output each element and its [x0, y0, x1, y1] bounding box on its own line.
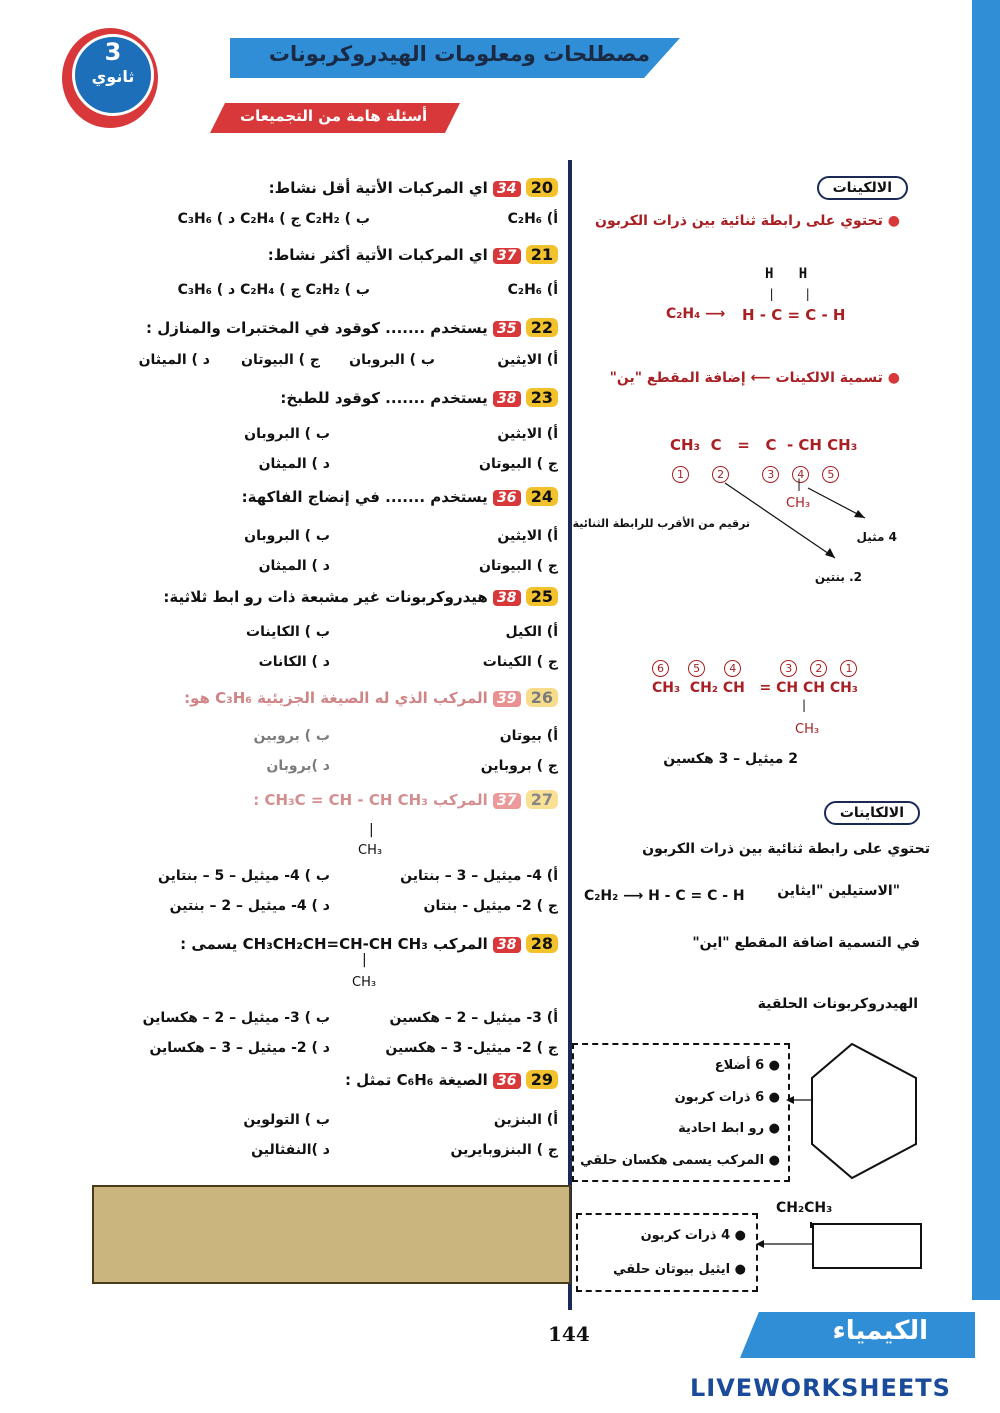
cyclic-title: الهيدروكربونات الحلقية [757, 996, 918, 1012]
option[interactable]: أ) الكيل [505, 624, 558, 640]
option[interactable]: أ) C₂H₆ [507, 211, 558, 227]
question-number: 28 [526, 934, 558, 953]
butane-fact: ● ايثيل بيوتان حلقي [613, 1262, 746, 1277]
option[interactable]: ب ) بروبين [253, 728, 330, 744]
question-text: اي المركبات الأتية أكثر نشاط: [267, 246, 488, 264]
carbon-number: 5 [688, 660, 705, 677]
option[interactable]: أ) C₂H₆ [507, 282, 558, 298]
example1-pentene: 2. بنتين [814, 570, 862, 584]
ethene-bonds: | | [768, 287, 812, 301]
hexane-fact-text: رو ابط احادية [678, 1121, 765, 1136]
question-text: المركب الذي له الصيغة الجزيئية C₃H₆ هو: [184, 689, 488, 707]
question-28 [180, 934, 558, 953]
carbon-number: 6 [652, 660, 669, 677]
question-25 [163, 587, 558, 606]
butane-fact: ● 4 ذرات كربون [640, 1228, 746, 1243]
example1-bar: | [797, 477, 802, 491]
answer-box[interactable] [92, 1185, 571, 1284]
numbering-note: ترقيم من الأقرب للرابطة الثنائية [572, 517, 750, 530]
arrow-head [854, 510, 865, 518]
arrow-head [786, 1096, 794, 1104]
option[interactable]: ب ) C₂H₂ ج ) C₂H₄ د ) C₃H₆ [177, 211, 370, 227]
option[interactable]: ج ) بروباين [480, 758, 558, 774]
option[interactable]: ج ) البيوتان [479, 456, 558, 472]
question-number: 22 [526, 318, 558, 337]
cyclobutane-arrow [756, 1238, 812, 1250]
grade-label: ثانوي [91, 67, 135, 86]
option[interactable]: د ) الميثان [258, 558, 330, 574]
question-24 [242, 487, 558, 506]
hexane-fact: ● 6 أضلاع [714, 1058, 780, 1073]
page-number: 144 [548, 1322, 590, 1346]
grade-badge-inner [72, 34, 154, 116]
question-number: 26 [526, 688, 558, 707]
question-23 [280, 388, 558, 407]
hexane-fact-text: 6 ذرات كربون [674, 1090, 765, 1105]
carbon-number: 3 [762, 466, 779, 483]
option[interactable]: أ) الايثين [497, 528, 558, 544]
option[interactable]: د )بروبان [266, 758, 330, 774]
question-20 [269, 178, 558, 197]
ethene-hydrogens: H H [765, 266, 808, 282]
option[interactable]: أ) الايثين [497, 426, 558, 442]
acetylene-label: "الاستيلين "ايثاين [777, 883, 900, 899]
alkenes-title: الالكينات [817, 176, 908, 200]
option[interactable]: ب ) البروبان [244, 528, 330, 544]
question-21 [268, 245, 558, 264]
option[interactable]: ب ) البروبان [349, 352, 435, 368]
branch-ch3: CH₃ [352, 975, 377, 990]
option[interactable]: ب ) التولوين [243, 1112, 330, 1128]
grade-number: 3 [104, 38, 122, 66]
option[interactable]: أ) الايثين [497, 352, 558, 368]
subject-label: الكيمياء [832, 1316, 928, 1346]
question-number: 29 [526, 1070, 558, 1089]
hexagon [812, 1044, 916, 1178]
option[interactable]: ب ) 3- ميثيل – 2 – هكساين [142, 1010, 330, 1026]
question-22 [146, 318, 558, 337]
option[interactable]: د ) الميثان [138, 352, 210, 368]
butane-substituent: CH₂CH₃ [776, 1200, 833, 1216]
question-text: الصيغة C₆H₆ تمثل : [344, 1071, 488, 1089]
example1-methyl: 4 مثيل [856, 530, 897, 544]
carbon-number: 1 [840, 660, 857, 677]
hexane-fact-text: 6 أضلاع [714, 1058, 765, 1073]
option[interactable]: ج ) البيوتان [241, 352, 320, 368]
example2-name: 2 ميثيل – 3 هكسين [663, 751, 798, 767]
question-text: يستخدم ....... كوقود في المختبرات والمنازل : [146, 319, 488, 337]
carbon-number: 4 [724, 660, 741, 677]
arrow-head [825, 548, 835, 558]
question-text: المركب CH₃CH₂CH=CH-CH CH₃ يسمى : [180, 935, 488, 953]
example2-bar: | [802, 698, 807, 712]
ethene-structure: H - C = C - H [742, 306, 846, 324]
hexane-fact: ● رو ابط احادية [678, 1121, 780, 1136]
hexane-fact: ● 6 ذرات كربون [674, 1090, 780, 1105]
carbon-number: 4 [792, 466, 809, 483]
question-source-number: 38 [493, 590, 520, 606]
question-text: يستخدم ....... في إنضاج الفاكهة: [241, 488, 488, 506]
question-number: 23 [526, 388, 558, 407]
example1-formula: CH₃ C = C - CH CH₃ [670, 436, 858, 454]
option[interactable]: أ) بيوتان [499, 728, 558, 744]
ethene-formula: C₂H₄ ⟶ [666, 306, 726, 322]
option[interactable]: ب ) الكاينات [246, 624, 330, 640]
cyclobutane-rectangle [812, 1223, 922, 1269]
question-text: المركب CH₃C = CH - CH CH₃ : [253, 791, 488, 809]
carbon-number: 5 [822, 466, 839, 483]
alkene-naming: ● تسمية الالكينات ⟵ إضافة المقطع "ين" [609, 370, 900, 386]
option[interactable]: ب ) 4- ميثيل – 5 – بنتاين [157, 868, 330, 884]
question-text: اي المركبات الأتية أقل نشاط: [268, 179, 488, 197]
butane-fact-text: ايثيل بيوتان حلقي [613, 1262, 731, 1277]
hexane-fact-text: المركب يسمى هكسان حلقي [580, 1153, 765, 1168]
alkynes-title: الالكاينات [824, 801, 920, 825]
question-number: 21 [526, 245, 558, 264]
question-source-number: 38 [493, 391, 520, 407]
liveworksheets-watermark: LIVEWORKSHEETS [690, 1374, 951, 1402]
butane-fact-text: 4 ذرات كربون [640, 1228, 731, 1243]
alkene-naming-text: تسمية الالكينات ⟵ إضافة المقطع "ين" [609, 370, 883, 386]
carbon-number: 2 [712, 466, 729, 483]
question-number: 24 [526, 487, 558, 506]
question-number: 20 [526, 178, 558, 197]
branch-ch3: CH₃ [358, 843, 383, 858]
option[interactable]: ب ) C₂H₂ ج ) C₂H₄ د ) C₃H₆ [177, 282, 370, 298]
question-26 [184, 688, 558, 707]
example1-branch: CH₃ [786, 496, 811, 511]
example2-formula: CH₃ CH₂ CH = CH CH CH₃ [652, 680, 858, 696]
question-text: هيدروكربونات غير مشبعة ذات رو ابط ثلاثية: [163, 588, 488, 606]
question-source-number: 37 [493, 793, 520, 809]
alkenes-fact: ● تحتوي على رابطة ثنائية بين ذرات الكربون [595, 213, 900, 229]
question-source-number: 38 [493, 937, 520, 953]
cyclobutane-info-box [576, 1213, 758, 1292]
carbon-number: 2 [810, 660, 827, 677]
question-29 [345, 1070, 558, 1089]
acetylene-formula: C₂H₂ ⟶ H - C = C - H [584, 888, 745, 904]
example2-numbers [648, 657, 861, 677]
option[interactable]: د ) 2- ميثيل – 3 – هكساين [149, 1040, 330, 1056]
question-number: 27 [526, 790, 558, 809]
alkyne-naming: في التسمية اضافة المقطع "اين" [692, 935, 920, 951]
option[interactable]: ج ) البنزوبايرين [450, 1142, 558, 1158]
alkynes-fact: تحتوي على رابطة ثنائية بين ذرات الكربون [642, 841, 930, 857]
page-subtitle: أسئلة هامة من التجميعات [240, 107, 428, 125]
question-source-number: 34 [493, 181, 520, 197]
right-edge-band [972, 0, 1000, 1300]
carbon-number: 1 [672, 466, 689, 483]
question-source-number: 37 [493, 248, 520, 264]
option[interactable]: د ) 4- ميثيل – 2 – بنتين [169, 898, 330, 914]
question-number: 25 [526, 587, 558, 606]
question-27 [253, 790, 558, 809]
option[interactable]: د ) الميثان [258, 456, 330, 472]
alkenes-fact-text: تحتوي على رابطة ثنائية بين ذرات الكربون [595, 213, 883, 229]
question-text: يستخدم ....... كوقود للطبخ: [280, 389, 488, 407]
question-source-number: 39 [493, 691, 520, 707]
option[interactable]: ج ) 2- ميثيل - بنتان [423, 898, 558, 914]
option[interactable]: د )النفثالين [251, 1142, 330, 1158]
page-title: مصطلحات ومعلومات الهيدروكربونات [268, 42, 650, 66]
question-source-number: 36 [493, 490, 520, 506]
option[interactable]: أ) البنزين [493, 1112, 558, 1128]
option[interactable]: ج ) 2- ميثيل- 3 – هكسين [385, 1040, 558, 1056]
option[interactable]: ج ) الكينات [482, 654, 558, 670]
branch-bar: | [369, 822, 374, 838]
cyclohexane-diagram [786, 1040, 926, 1180]
question-source-number: 35 [493, 321, 520, 337]
example2-branch: CH₃ [795, 722, 820, 737]
option[interactable]: أ) 4- ميثيل – 3 – بنتاين [400, 868, 558, 884]
option[interactable]: ج ) البيوتان [479, 558, 558, 574]
branch-bar: | [362, 952, 367, 968]
question-source-number: 36 [493, 1073, 520, 1089]
option[interactable]: ب ) البروبان [244, 426, 330, 442]
option[interactable]: د ) الكانات [258, 654, 330, 670]
option[interactable]: أ) 3- ميثيل – 2 – هكسين [389, 1010, 558, 1026]
carbon-number: 3 [780, 660, 797, 677]
hexane-fact: ● المركب يسمى هكسان حلقي [580, 1153, 780, 1168]
